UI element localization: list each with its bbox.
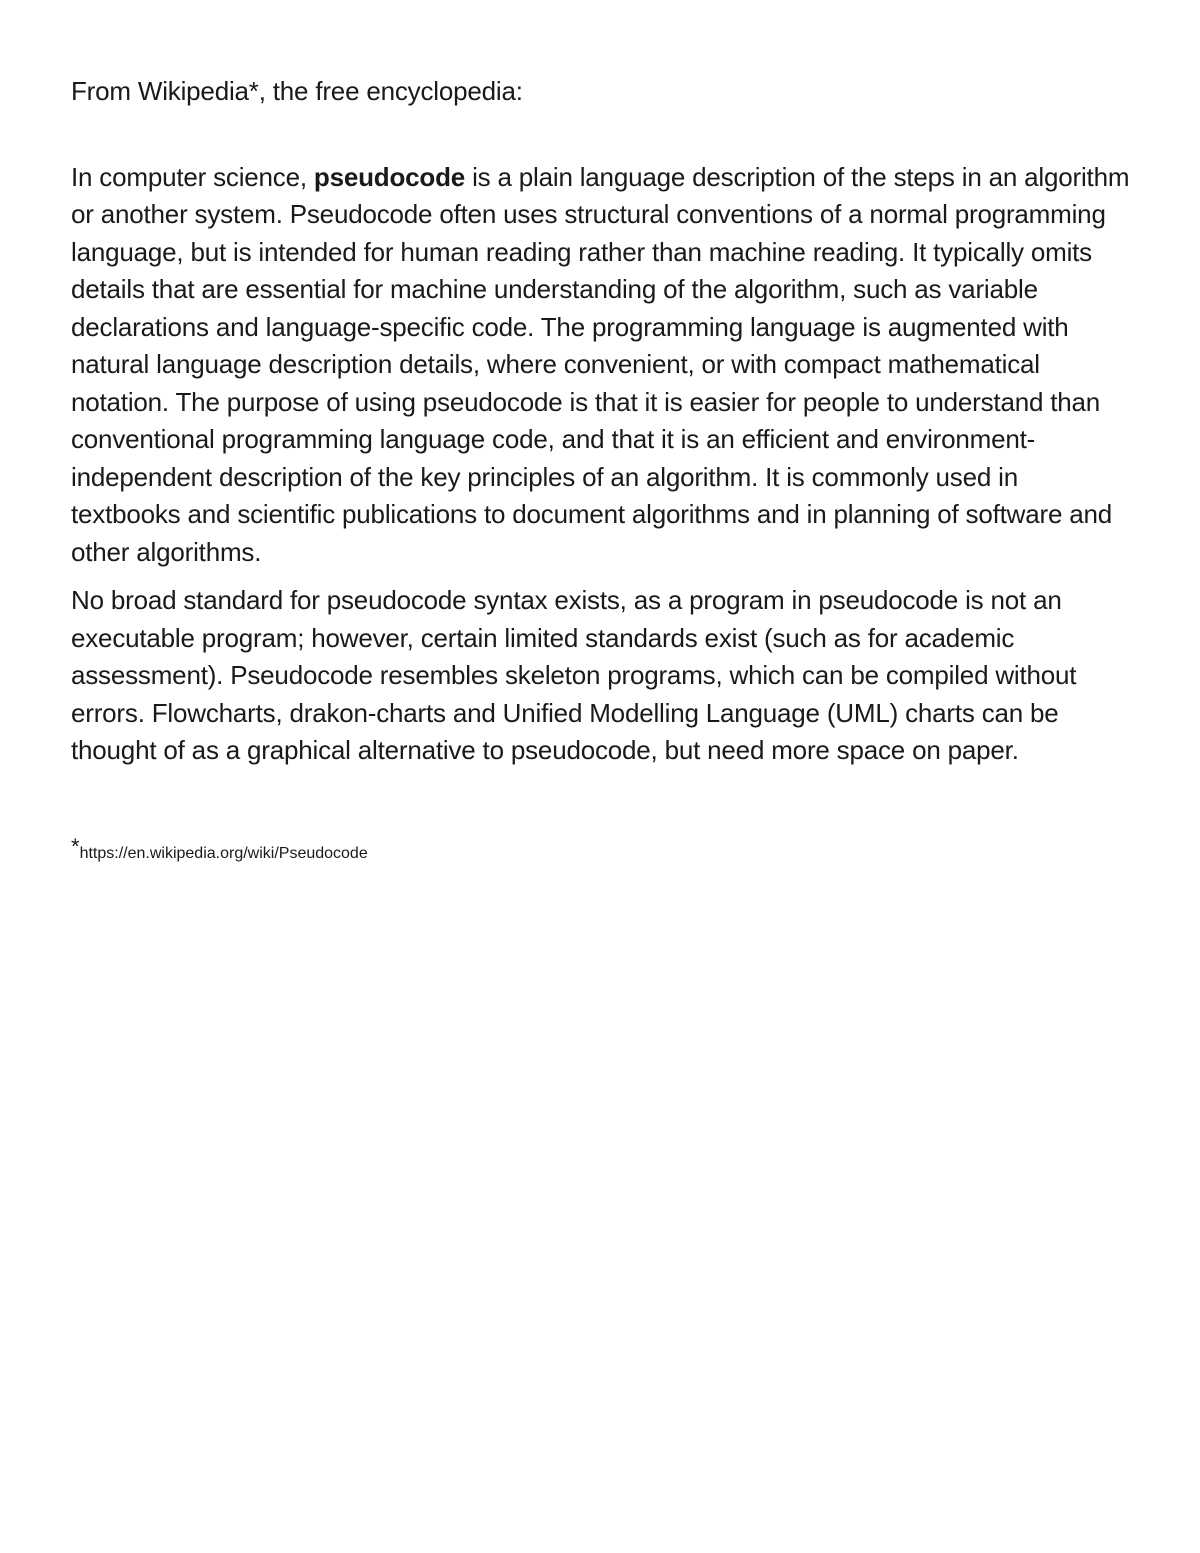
paragraph-1-rest: is a plain language description of the steps in an algorithm or another system. Pseudocode often uses structural conventions of a normal programming language, but is intended for human reading rather than machine reading. It typically omits details that are essential for machine understanding of the algorithm, such as variable declarations and language-specific code. The programming language is augmented with natural language description details, where convenient, or with compact mathematical notation. The purpose of using pseudocode is that it is easier for people to understand than conventional programming language code, and that it is an efficient and environment-independent description of the key principles of an algorithm. It is commonly used in textbooks and scientific publications to document algorithms and in planning of software and other algorithms.: [71, 161, 1130, 567]
footnote-url: https://en.wikipedia.org/wiki/Pseudocode: [79, 844, 368, 862]
paragraph-1-term: pseudocode: [313, 161, 466, 192]
document-body: [71, 73, 1131, 865]
paragraph-1: [71, 159, 1131, 572]
intro-line: From Wikipedia*, the free encyclopedia:: [71, 76, 523, 106]
paragraph-1-prefix: In computer science,: [71, 161, 314, 192]
footnote-marker: *: [71, 833, 80, 859]
footnote: [71, 833, 1131, 865]
paragraph-2: No broad standard for pseudocode syntax exists, as a program in pseudocode is not an executable program; however, certain limited standards exist (such as for academic assessment). Pseudocode resembles skeleton programs, which can be compiled without errors. Flowcharts, drakon-charts and Unified Modelling Language (UML) charts can be thought of as a graphical alternative to pseudocode, but need more space on paper.: [71, 585, 1077, 765]
